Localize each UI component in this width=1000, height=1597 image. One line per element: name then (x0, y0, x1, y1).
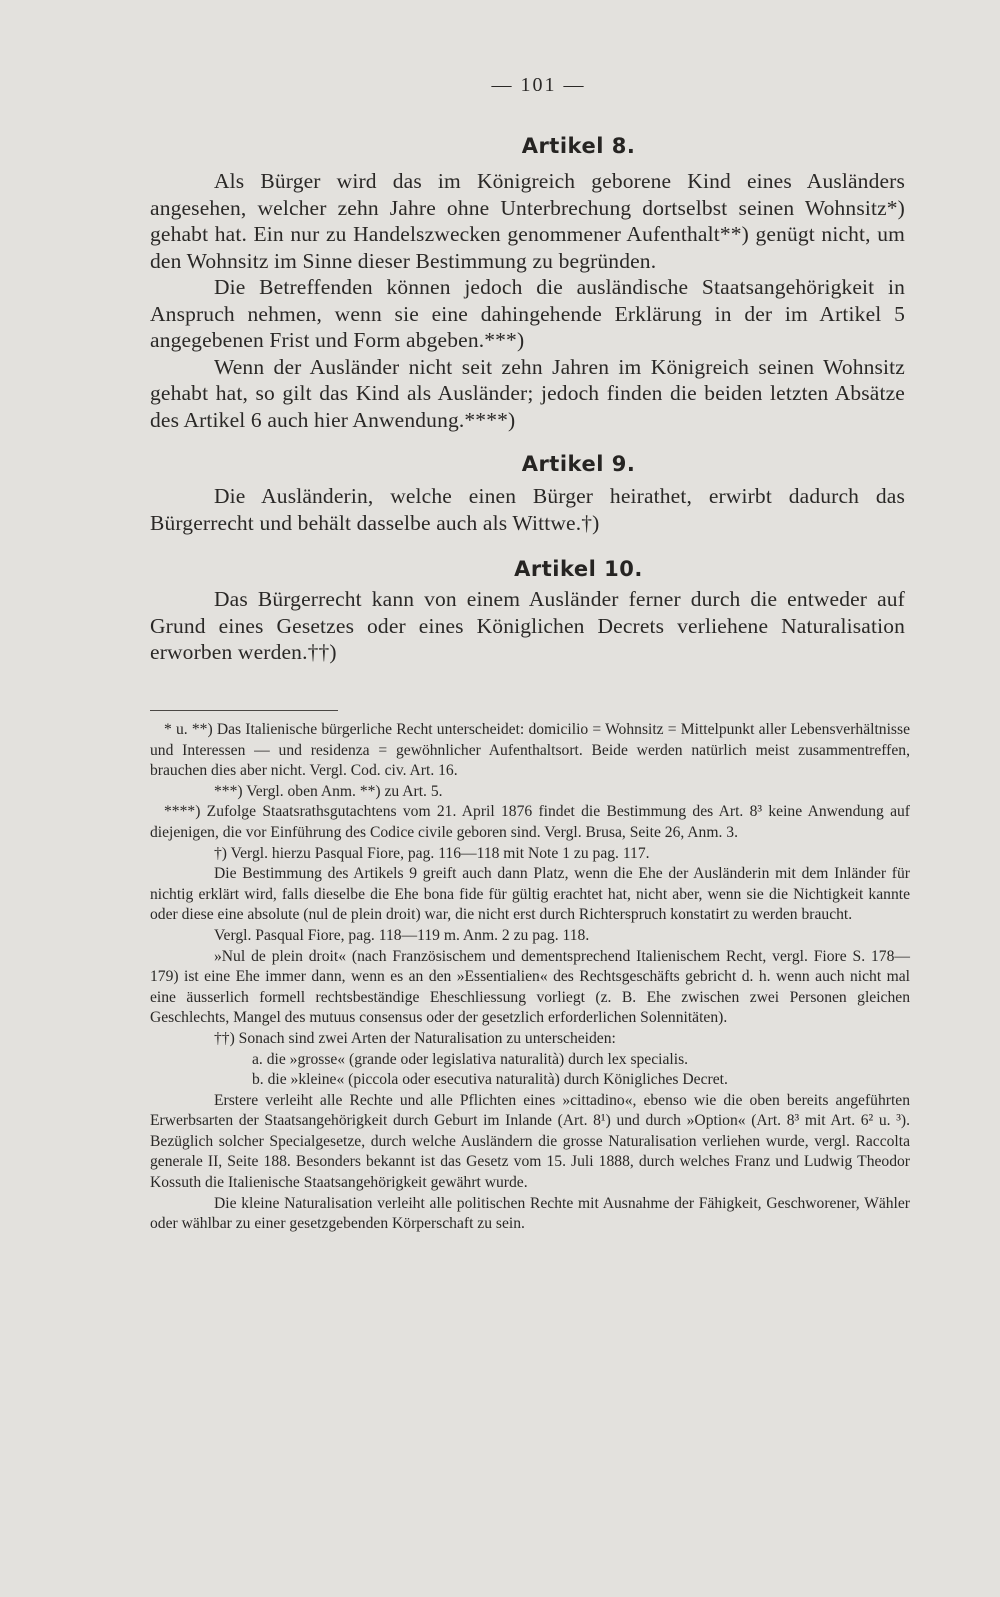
footnote-1: * u. **) Das Italienische bürgerliche Recht unterscheidet: domicilio = Wohnsitz = Mittelpunkt aller Lebensverhältnisse und Interessen — und residenza = gewöhnlicher Aufenthaltsort. Beide werden natürlich meist zusammentreffen, brauchen dies aber nicht. Vergl. Cod. civ. Art. 16. (150, 721, 910, 780)
artikel-8-paragraph-3: Wenn der Ausländer nicht seit zehn Jahren im Königreich seinen Wohnsitz gehabt hat, so gilt das Kind als Ausländer; jedoch finden die beiden letzten Absätze des Artikel 6 auch hier Anwendung.****) (150, 354, 905, 432)
heading-artikel-8: Artikel 8. (521, 134, 636, 158)
artikel-9-paragraph-1: Die Ausländerin, welche einen Bürger heirathet, erwirbt dadurch das Bürgerrecht und behält dasselbe auch als Wittwe.†) (150, 484, 905, 535)
heading-artikel-10: Artikel 10. (514, 557, 643, 581)
page-number: — 101 — (491, 74, 586, 96)
artikel-10-paragraph-1: Das Bürgerrecht kann von einem Ausländer ferner durch die entweder auf Grund eines Gesetzes oder eines Königlichen Decrets verliehene Naturalisation erworben werden.††) (150, 587, 905, 664)
footnote-4-reference: Vergl. Pasqual Fiore, pag. 118—119 m. Anm. 2 zu pag. 118. (214, 926, 590, 944)
artikel-8-paragraph-1: Als Bürger wird das im Königreich geborene Kind eines Ausländers angesehen, welcher zehn Jahre ohne Unterbrechung dortselbst seinen Wohnsitz*) gehabt hat. Ein nur zu Handelszwecken genommener Aufenthalt**) genügt nicht, um den Wohnsitz im Sinne dieser Bestimmung zu begründen. (150, 169, 905, 273)
footnotes (150, 720, 910, 1235)
heading-artikel-9: Artikel 9. (521, 452, 636, 476)
footnote-2: ***) Vergl. oben Anm. **) zu Art. 5. (214, 782, 443, 800)
main-text (150, 132, 905, 666)
footnote-5-conclusion: Die kleine Naturalisation verleiht alle politischen Rechte mit Ausnahme der Fähigkeit, Geschworener, Wähler oder wählbar zu einer gesetzgebenden Körperschaft zu sein. (150, 1194, 910, 1233)
footnote-4-continued: Die Bestimmung des Artikels 9 greift auch dann Platz, wenn die Ehe der Ausländerin mit dem Inländer für nichtig erklärt wird, falls dieselbe die Ehe bona fide für gültig erachtet hat, nicht aber, wenn sie die Nichtigkeit kannte oder diese eine absolute (nul de plein droit) war, die nicht erst durch Richterspruch konstatirt zu werden braucht. (150, 865, 910, 924)
footnote-3: ****) Zufolge Staatsrathsgutachtens vom 21. April 1876 findet die Bestimmung des Art. 8³ keine Anwendung auf diejenigen, die vor Einführung des Codice civile geboren sind. Vergl. Brusa, Seite 26, Anm. 3. (150, 803, 910, 841)
footnote-5-continued: Erstere verleiht alle Rechte und alle Pflichten eines »cittadino«, ebenso wie die oben bereits angeführten Erwerbsarten der Staatsangehörigkeit durch Geburt im Inlande (Art. 8¹) und durch »Option« (Art. 8³ mit Art. 6² u. ³). Bezüglich solcher Specialgesetze, durch welche Ausländern die grosse Naturalisation verliehen wurde, vergl. Raccolta generale II, Seite 188. Besonders bekannt ist das Gesetz vom 15. Juli 1888, durch welches Franz und Ludwig Theodor Kossuth die Italienische Staatsangehörigkeit gewährt wurde. (150, 1091, 910, 1192)
footnote-4: †) Vergl. hierzu Pasqual Fiore, pag. 116—118 mit Note 1 zu pag. 117. (214, 844, 650, 862)
footnote-5: ††) Sonach sind zwei Arten der Naturalisation zu unterscheiden: (214, 1029, 616, 1047)
footnote-5-item-b: b. die »kleine« (piccola oder esecutiva naturalità) durch Königliches Decret. (252, 1071, 728, 1089)
footnote-4-explanation: »Nul de plein droit« (nach Französischem und dementsprechend Italienischem Recht, vergl. Fiore S. 178—179) ist eine Ehe immer dann, wenn es an den »Essentialien« des Rechtsgeschäfts gebricht d. h. wenn auch nicht mal eine äusserlich formell rechtsbeständige Eheschliessung vorliegt (z. B. Ehe zwischen zwei Personen gleichen Geschlechts, Mangel des mutuus consensus oder der gesetzlich erforderlichen Solennitäten). (150, 947, 910, 1027)
footnote-separator (150, 710, 338, 711)
artikel-8-paragraph-2: Die Betreffenden können jedoch die ausländische Staatsangehörigkeit in Anspruch nehmen, wenn sie eine dahingehende Erklärung in der im Artikel 5 angegebenen Frist und Form abgeben.***) (150, 275, 905, 352)
footnote-5-item-a: a. die »grosse« (grande oder legislativa naturalità) durch lex specialis. (252, 1050, 689, 1068)
